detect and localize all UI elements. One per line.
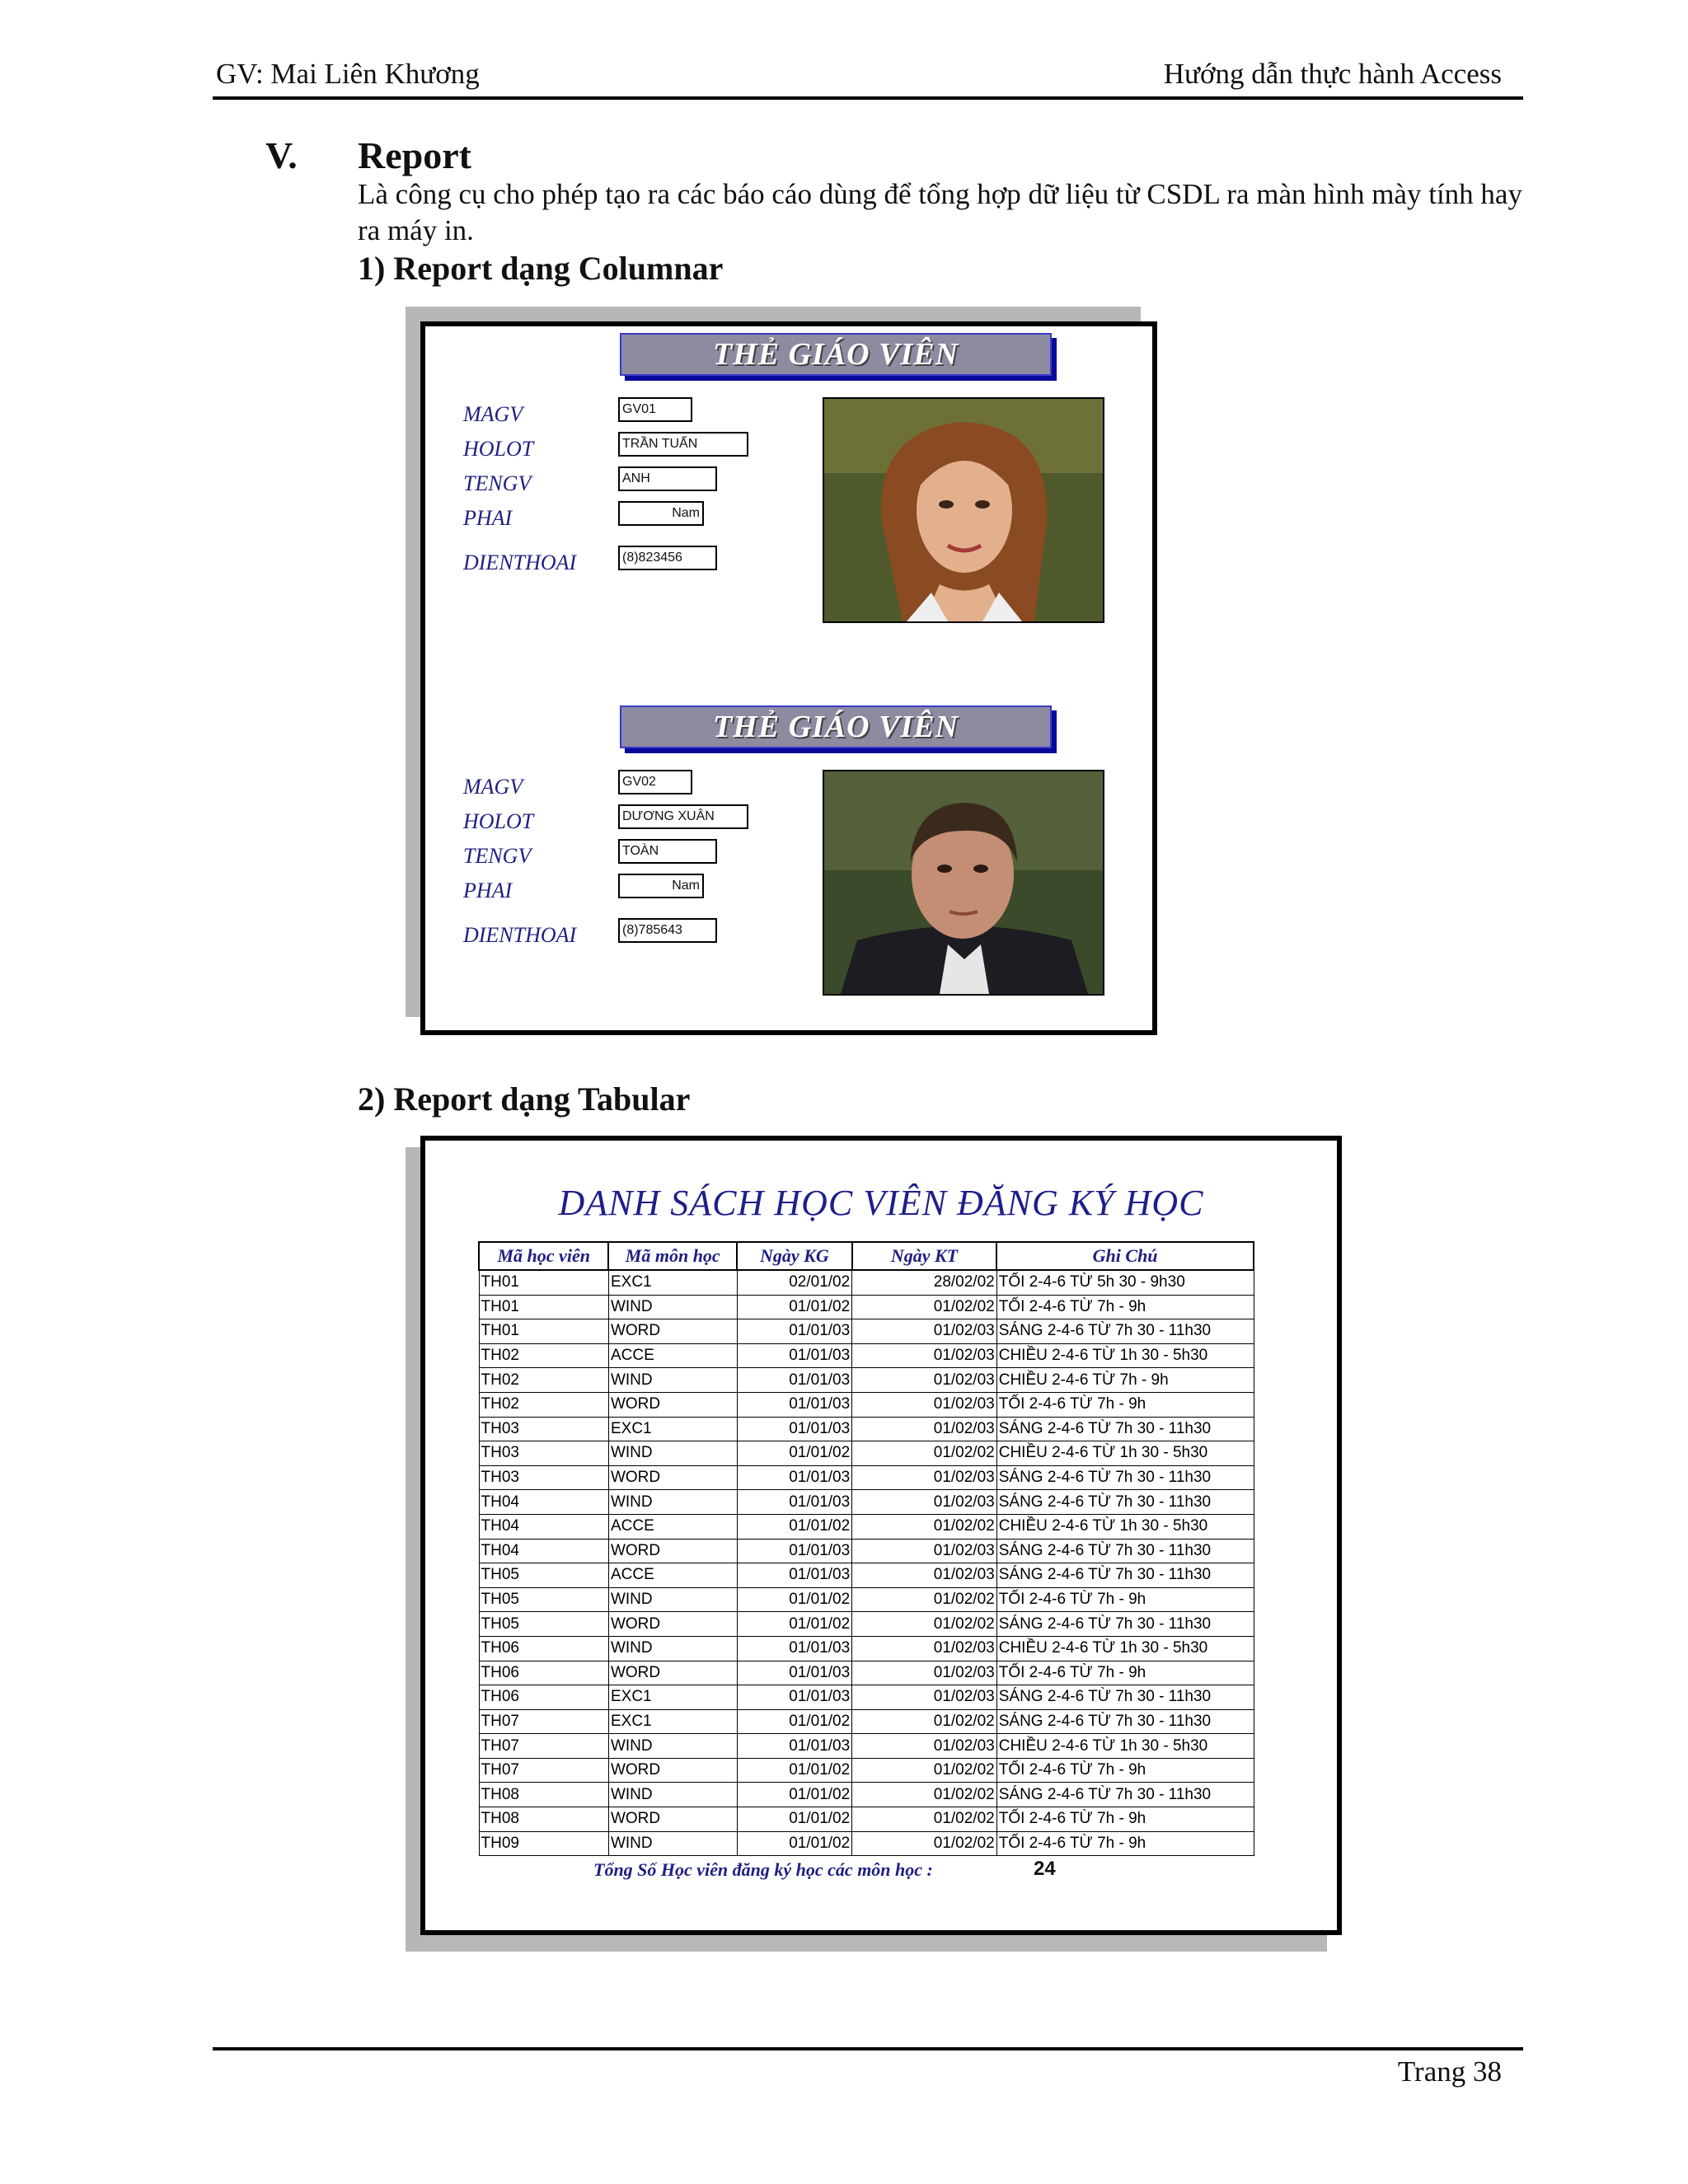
field-holot: DƯƠNG XUÂN [618, 804, 748, 829]
table-cell: 01/02/03 [852, 1563, 997, 1588]
page-number: Trang 38 [1397, 2055, 1502, 2088]
table-cell: TH08 [479, 1783, 608, 1807]
table-cell: 01/02/03 [852, 1343, 997, 1368]
table-cell: SÁNG 2-4-6 TỪ 7h 30 - 11h30 [996, 1783, 1254, 1807]
tabular-heading: 2) Report dạng Tabular [358, 1080, 691, 1118]
table-cell: TH06 [479, 1685, 608, 1710]
footer-rule [213, 2047, 1523, 2050]
table-cell: 01/02/03 [852, 1319, 997, 1344]
table-cell: 01/02/03 [852, 1661, 997, 1685]
table-cell: SÁNG 2-4-6 TỪ 7h 30 - 11h30 [996, 1539, 1254, 1563]
table-cell: 01/02/02 [852, 1783, 997, 1807]
table-cell: WORD [608, 1661, 737, 1685]
field-dienthoai: (8)823456 [618, 546, 717, 570]
table-cell: 01/01/03 [737, 1417, 852, 1441]
table-cell: 01/01/02 [737, 1709, 852, 1734]
table-cell: 01/01/02 [737, 1758, 852, 1783]
table-row [479, 1587, 1254, 1612]
label-phai: PHAI [463, 506, 513, 530]
table-cell: TỐI 2-4-6 TỪ 7h - 9h [996, 1295, 1254, 1319]
table-cell: 01/01/02 [737, 1612, 852, 1637]
card-title: THẺ GIÁO VIÊN [620, 333, 1052, 376]
table-cell: CHIỀU 2-4-6 TỪ 1h 30 - 5h30 [996, 1343, 1254, 1368]
table-cell: 01/01/03 [737, 1685, 852, 1710]
table-cell: EXC1 [608, 1417, 737, 1441]
table-cell: 01/01/02 [737, 1295, 852, 1319]
table-cell: 01/02/02 [852, 1441, 997, 1466]
table-cell: TH04 [479, 1490, 608, 1515]
table-cell: CHIỀU 2-4-6 TỪ 1h 30 - 5h30 [996, 1734, 1254, 1759]
table-cell: 01/01/03 [737, 1734, 852, 1759]
table-cell: ACCE [608, 1563, 737, 1588]
column-header: Mã học viên [479, 1242, 608, 1270]
header-rule [213, 96, 1523, 100]
registration-table [478, 1241, 1254, 1856]
table-cell: 01/01/02 [737, 1831, 852, 1856]
table-row [479, 1514, 1254, 1539]
total-value: 24 [1034, 1858, 1056, 1880]
table-cell: 01/01/02 [737, 1441, 852, 1466]
field-holot: TRẦN TUẤN [618, 432, 748, 457]
table-row [479, 1685, 1254, 1710]
label-holot: HOLOT [463, 809, 534, 833]
label-tengv: TENGV [463, 844, 532, 868]
teacher-photo-2 [823, 770, 1104, 996]
table-cell: WORD [608, 1465, 737, 1490]
table-cell: 01/01/03 [737, 1661, 852, 1685]
field-tengv: ANH [618, 466, 717, 491]
table-cell: WORD [608, 1807, 737, 1832]
table-cell: WORD [608, 1319, 737, 1344]
table-cell: 01/02/03 [852, 1539, 997, 1563]
table-row [479, 1295, 1254, 1319]
table-cell: 01/01/03 [737, 1636, 852, 1661]
field-magv: GV01 [618, 397, 692, 422]
label-magv: MAGV [463, 775, 523, 799]
table-cell: 01/02/02 [852, 1612, 997, 1637]
table-row [479, 1417, 1254, 1441]
table-cell: TỐI 2-4-6 TỪ 7h - 9h [996, 1661, 1254, 1685]
columnar-heading: 1) Report dạng Columnar [358, 250, 724, 287]
table-cell: TH07 [479, 1734, 608, 1759]
table-row [479, 1831, 1254, 1856]
label-dienthoai: DIENTHOAI [463, 923, 577, 947]
table-cell: TH07 [479, 1709, 608, 1734]
table-row [479, 1661, 1254, 1685]
table-cell: TỐI 2-4-6 TỪ 7h - 9h [996, 1807, 1254, 1832]
table-cell: WORD [608, 1612, 737, 1637]
table-cell: CHIỀU 2-4-6 TỪ 1h 30 - 5h30 [996, 1514, 1254, 1539]
column-header: Ngày KG [737, 1242, 852, 1270]
label-phai: PHAI [463, 879, 513, 902]
table-cell: 01/01/03 [737, 1343, 852, 1368]
table-cell: 01/02/02 [852, 1807, 997, 1832]
table-cell: EXC1 [608, 1685, 737, 1710]
table-cell: 01/02/02 [852, 1295, 997, 1319]
label-magv: MAGV [463, 402, 523, 426]
table-cell: WIND [608, 1831, 737, 1856]
table-row [479, 1539, 1254, 1563]
table-cell: WIND [608, 1368, 737, 1393]
table-cell: EXC1 [608, 1709, 737, 1734]
header-author: GV: Mai Liên Khương [216, 58, 480, 90]
table-cell: TH05 [479, 1587, 608, 1612]
section-number: V. [265, 134, 298, 176]
section-intro: Là công cụ cho phép tạo ra các báo cáo dùng để tổng hợp dữ liệu từ CSDL ra màn hình mày tính hay ra máy in. [358, 178, 1522, 246]
table-cell: 01/02/03 [852, 1685, 997, 1710]
table-row [479, 1490, 1254, 1515]
table-cell: 01/02/02 [852, 1587, 997, 1612]
table-header-row [479, 1242, 1254, 1270]
table-cell: 01/02/02 [852, 1831, 997, 1856]
table-cell: SÁNG 2-4-6 TỪ 7h 30 - 11h30 [996, 1709, 1254, 1734]
column-header: Ghi Chú [996, 1242, 1254, 1270]
field-phai: Nam [618, 874, 704, 898]
table-cell: TH04 [479, 1539, 608, 1563]
table-cell: TH01 [479, 1295, 608, 1319]
table-cell: SÁNG 2-4-6 TỪ 7h 30 - 11h30 [996, 1685, 1254, 1710]
table-cell: WIND [608, 1734, 737, 1759]
table-cell: 01/01/03 [737, 1465, 852, 1490]
table-cell: WIND [608, 1587, 737, 1612]
table-cell: TH03 [479, 1441, 608, 1466]
table-cell: WIND [608, 1490, 737, 1515]
table-cell: 01/01/03 [737, 1319, 852, 1344]
table-row [479, 1758, 1254, 1783]
table-row [479, 1319, 1254, 1344]
table-cell: 01/01/03 [737, 1563, 852, 1588]
table-cell: SÁNG 2-4-6 TỪ 7h 30 - 11h30 [996, 1563, 1254, 1588]
table-cell: WORD [608, 1758, 737, 1783]
table-row [479, 1392, 1254, 1417]
table-cell: CHIỀU 2-4-6 TỪ 1h 30 - 5h30 [996, 1636, 1254, 1661]
table-cell: TỐI 2-4-6 TỪ 7h - 9h [996, 1831, 1254, 1856]
table-cell: TH01 [479, 1319, 608, 1344]
table-cell: SÁNG 2-4-6 TỪ 7h 30 - 11h30 [996, 1490, 1254, 1515]
columnar-report-frame [420, 321, 1157, 1035]
table-cell: 01/01/03 [737, 1368, 852, 1393]
table-cell: CHIỀU 2-4-6 TỪ 7h - 9h [996, 1368, 1254, 1393]
table-cell: TỐI 2-4-6 TỪ 7h - 9h [996, 1758, 1254, 1783]
table-cell: 28/02/02 [852, 1270, 997, 1295]
tabular-report-title: DANH SÁCH HỌC VIÊN ĐĂNG KÝ HỌC [558, 1183, 1204, 1223]
table-cell: 01/01/02 [737, 1587, 852, 1612]
table-cell: CHIỀU 2-4-6 TỪ 1h 30 - 5h30 [996, 1441, 1254, 1466]
table-cell: 01/02/02 [852, 1758, 997, 1783]
table-cell: WIND [608, 1636, 737, 1661]
total-label: Tổng Số Học viên đăng ký học các môn học : [593, 1859, 933, 1880]
table-cell: 01/02/02 [852, 1514, 997, 1539]
table-row [479, 1465, 1254, 1490]
table-cell: TH07 [479, 1758, 608, 1783]
field-magv: GV02 [618, 770, 692, 794]
table-row [479, 1783, 1254, 1807]
table-cell: TH03 [479, 1465, 608, 1490]
table-cell: 01/01/03 [737, 1490, 852, 1515]
table-cell: 01/02/02 [852, 1709, 997, 1734]
table-cell: TH02 [479, 1368, 608, 1393]
section-title: Report [358, 134, 471, 176]
table-cell: 02/01/02 [737, 1270, 852, 1295]
label-dienthoai: DIENTHOAI [463, 551, 577, 574]
table-cell: TH02 [479, 1392, 608, 1417]
table-row [479, 1270, 1254, 1295]
card-title: THẺ GIÁO VIÊN [620, 705, 1052, 748]
table-cell: TH08 [479, 1807, 608, 1832]
table-cell: 01/01/03 [737, 1392, 852, 1417]
table-cell: TH06 [479, 1661, 608, 1685]
table-row [479, 1441, 1254, 1466]
header-course-title: Hướng dẫn thực hành Access [1163, 58, 1502, 90]
table-cell: WIND [608, 1441, 737, 1466]
table-row [479, 1563, 1254, 1588]
table-cell: 01/01/02 [737, 1807, 852, 1832]
table-cell: TỐI 2-4-6 TỪ 7h - 9h [996, 1392, 1254, 1417]
table-row [479, 1343, 1254, 1368]
table-row [479, 1368, 1254, 1393]
tabular-report-frame [420, 1136, 1342, 1935]
table-cell: TỐI 2-4-6 TỪ 5h 30 - 9h30 [996, 1270, 1254, 1295]
table-cell: TH05 [479, 1563, 608, 1588]
table-row [479, 1734, 1254, 1759]
table-cell: 01/02/03 [852, 1636, 997, 1661]
table-cell: TH03 [479, 1417, 608, 1441]
label-holot: HOLOT [463, 437, 534, 461]
table-cell: SÁNG 2-4-6 TỪ 7h 30 - 11h30 [996, 1319, 1254, 1344]
table-cell: 01/02/03 [852, 1368, 997, 1393]
table-cell: 01/01/03 [737, 1539, 852, 1563]
table-cell: SÁNG 2-4-6 TỪ 7h 30 - 11h30 [996, 1417, 1254, 1441]
label-tengv: TENGV [463, 471, 532, 495]
table-cell: TH09 [479, 1831, 608, 1856]
table-cell: ACCE [608, 1514, 737, 1539]
field-tengv: TOÀN [618, 839, 717, 864]
table-cell: 01/01/02 [737, 1514, 852, 1539]
table-row [479, 1807, 1254, 1832]
table-cell: WIND [608, 1783, 737, 1807]
table-cell: WORD [608, 1539, 737, 1563]
table-cell: 01/01/02 [737, 1783, 852, 1807]
table-cell: 01/02/03 [852, 1417, 997, 1441]
table-cell: TH02 [479, 1343, 608, 1368]
column-header: Ngày KT [852, 1242, 997, 1270]
table-cell: WIND [608, 1295, 737, 1319]
table-cell: SÁNG 2-4-6 TỪ 7h 30 - 11h30 [996, 1612, 1254, 1637]
table-row [479, 1636, 1254, 1661]
field-phai: Nam [618, 501, 704, 526]
table-cell: 01/02/03 [852, 1490, 997, 1515]
table-cell: TH05 [479, 1612, 608, 1637]
table-cell: SÁNG 2-4-6 TỪ 7h 30 - 11h30 [996, 1465, 1254, 1490]
table-cell: TH01 [479, 1270, 608, 1295]
table-cell: TỐI 2-4-6 TỪ 7h - 9h [996, 1587, 1254, 1612]
table-cell: EXC1 [608, 1270, 737, 1295]
table-cell: WORD [608, 1392, 737, 1417]
table-row [479, 1709, 1254, 1734]
column-header: Mã môn học [608, 1242, 737, 1270]
table-cell: TH04 [479, 1514, 608, 1539]
table-cell: 01/02/03 [852, 1392, 997, 1417]
table-cell: TH06 [479, 1636, 608, 1661]
table-cell: 01/02/03 [852, 1734, 997, 1759]
table-cell: 01/02/03 [852, 1465, 997, 1490]
field-dienthoai: (8)785643 [618, 918, 717, 943]
table-cell: ACCE [608, 1343, 737, 1368]
table-row [479, 1612, 1254, 1637]
teacher-photo-1 [823, 397, 1104, 623]
